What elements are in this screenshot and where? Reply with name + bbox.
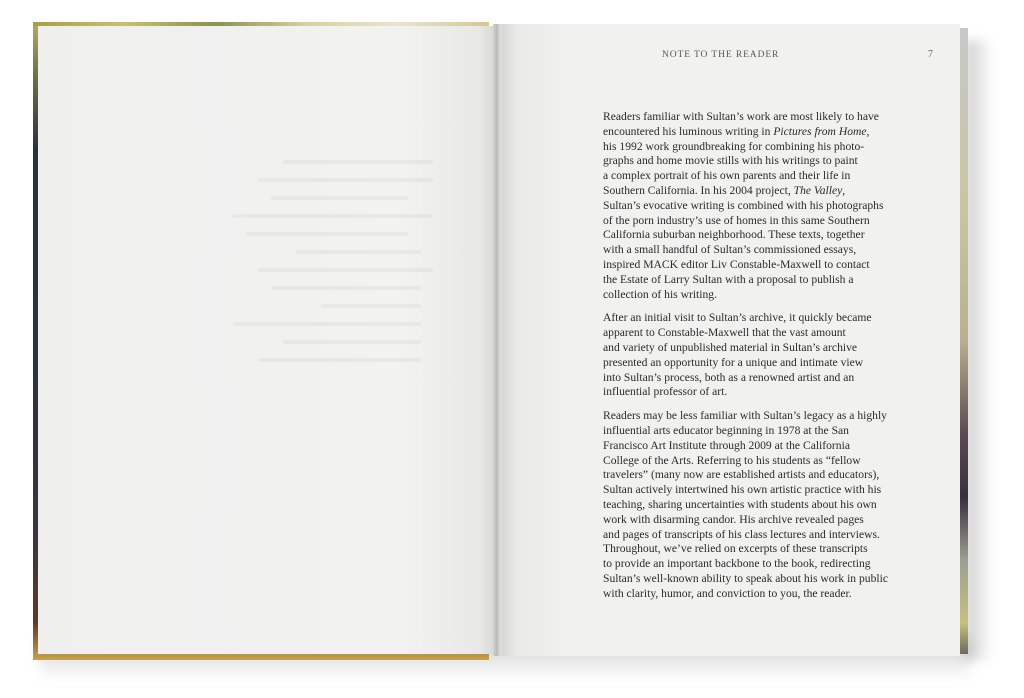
text-line: the Estate of Larry Sultan with a proposal to publish a [603,272,854,286]
text-line: a complex portrait of his own parents and their life in [603,169,851,183]
text-line: to provide an important backbone to the book, redirecting [603,557,871,571]
text-line: Southern California. In his 2004 project, The Valley, [603,183,846,197]
text-line: presented an opportunity for a unique and intimate view [603,355,864,369]
text-line: After an initial visit to Sultan’s archive, it quickly became [603,311,872,325]
italic-title: The Valley [793,183,843,197]
text-line: with clarity, humor, and conviction to you, the reader. [603,586,852,600]
text-line: influential arts educator beginning in 1978 at the San [603,423,849,437]
text-line: collection of his writing. [603,287,717,301]
text-line: work with disarming candor. His archive revealed pages [603,512,864,526]
text-line: Sultan’s well-known ability to speak about his work in public [603,571,888,585]
text-line: Sultan actively intertwined his own artistic practice with his [603,483,882,497]
show-through-text [208,146,458,566]
text-line: into Sultan’s process, both as a renowned artist and an [603,370,855,384]
text-line: and pages of transcripts of his class lectures and interviews. [603,527,880,541]
text-line: teaching, sharing uncertainties with students about his own [603,497,877,511]
text-line: College of the Arts. Referring to his students as “fellow [603,453,861,467]
text-line: Readers may be less familiar with Sultan’s legacy as a highly [603,409,887,423]
text-line: influential professor of art. [603,385,728,399]
paragraph [603,409,903,601]
text-line: California suburban neighborhood. These texts, together [603,228,865,242]
text-line: Throughout, we’ve relied on excerpts of these transcripts [603,542,868,556]
body-text [603,110,903,611]
text-line: Readers familiar with Sultan’s work are most likely to have [603,110,879,123]
paragraph [603,311,903,400]
italic-title: Pictures from Home [773,124,867,138]
text-line: his 1992 work groundbreaking for combining his photo- [603,139,865,153]
book-shadow-right [965,40,993,660]
text-line: and variety of unpublished material in Sultan’s archive [603,340,858,354]
text-line: of the porn industry’s use of homes in this same Southern [603,213,870,227]
text-line: inspired MACK editor Liv Constable-Maxwell to contact [603,257,870,271]
text-line: Francisco Art Institute through 2009 at the California [603,438,850,452]
gutter [493,24,502,656]
text-line: graphs and home movie stills with his writings to paint [603,154,858,168]
left-page [38,26,493,654]
text-line: encountered his luminous writing in Pictures from Home, [603,124,870,138]
running-head: NOTE TO THE READER [662,50,780,60]
text-line: Sultan’s evocative writing is combined with his photographs [603,198,884,212]
paragraph [603,110,903,302]
page-number: 7 [928,49,933,60]
text-line: apparent to Constable-Maxwell that the vast amount [603,326,846,340]
text-line: travelers” (many now are established artists and educators), [603,468,880,482]
text-line: with a small handful of Sultan’s commissioned essays, [603,243,857,257]
